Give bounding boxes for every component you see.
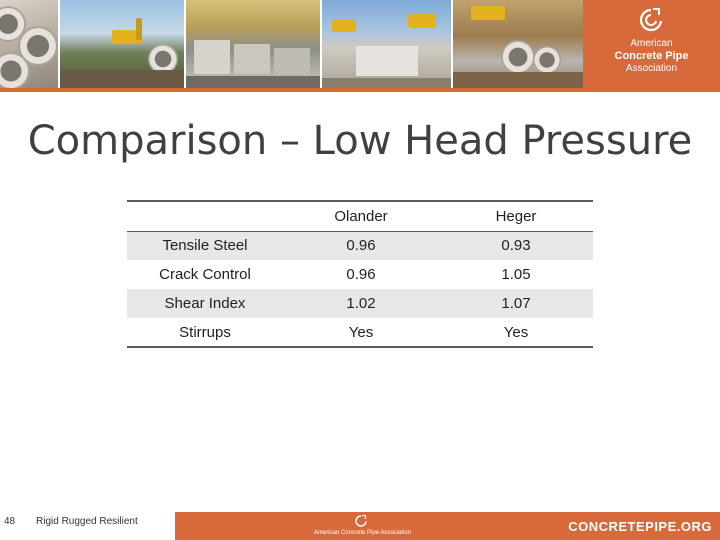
logo-text-line3: Association bbox=[625, 63, 678, 74]
logo-text-line2: Concrete Pipe bbox=[614, 50, 689, 62]
acpa-footer-logo-icon bbox=[355, 515, 367, 527]
photo-strip bbox=[0, 0, 583, 88]
footer-website[interactable]: CONCRETEPIPE.ORG bbox=[568, 519, 712, 534]
olander-value: Yes bbox=[283, 318, 439, 347]
footer-association: American Concrete Pipe Association bbox=[313, 530, 412, 536]
heger-value: 0.93 bbox=[439, 231, 593, 260]
page-number: 48 bbox=[4, 516, 16, 527]
row-label: Shear Index bbox=[127, 289, 283, 318]
header-cell-olander: Olander bbox=[283, 201, 439, 231]
header-cell-heger: Heger bbox=[439, 201, 593, 231]
slide-title: Comparison – Low Head Pressure bbox=[27, 118, 693, 164]
table-row bbox=[127, 231, 593, 260]
excavator-trench-photo bbox=[60, 0, 186, 88]
box-structure-photo bbox=[322, 0, 453, 88]
row-label: Crack Control bbox=[159, 266, 251, 283]
table-row bbox=[127, 289, 593, 318]
box-culvert-photo bbox=[186, 0, 322, 88]
heger-value: 1.07 bbox=[439, 289, 593, 318]
header-divider bbox=[0, 88, 720, 92]
header-cell-blank bbox=[127, 201, 283, 231]
acpa-logo-icon bbox=[639, 8, 663, 34]
logo-text-line1: American bbox=[630, 38, 673, 49]
pipe-stack-photo bbox=[0, 0, 60, 88]
footer-tagline: Rigid Rugged Resilient bbox=[36, 516, 138, 527]
table-row bbox=[127, 318, 593, 347]
heger-value: 1.05 bbox=[501, 266, 531, 283]
acpa-logo bbox=[583, 0, 720, 88]
olander-value: 0.96 bbox=[346, 266, 376, 283]
row-label: Stirrups bbox=[127, 318, 283, 347]
table-header-row bbox=[127, 201, 593, 231]
header-banner bbox=[0, 0, 720, 88]
pipe-installation-photo bbox=[453, 0, 583, 88]
table-row bbox=[127, 260, 593, 289]
olander-value: 0.96 bbox=[283, 231, 439, 260]
comparison-table bbox=[127, 200, 593, 348]
heger-value: Yes bbox=[439, 318, 593, 347]
olander-value: 1.02 bbox=[283, 289, 439, 318]
row-label: Tensile Steel bbox=[127, 231, 283, 260]
